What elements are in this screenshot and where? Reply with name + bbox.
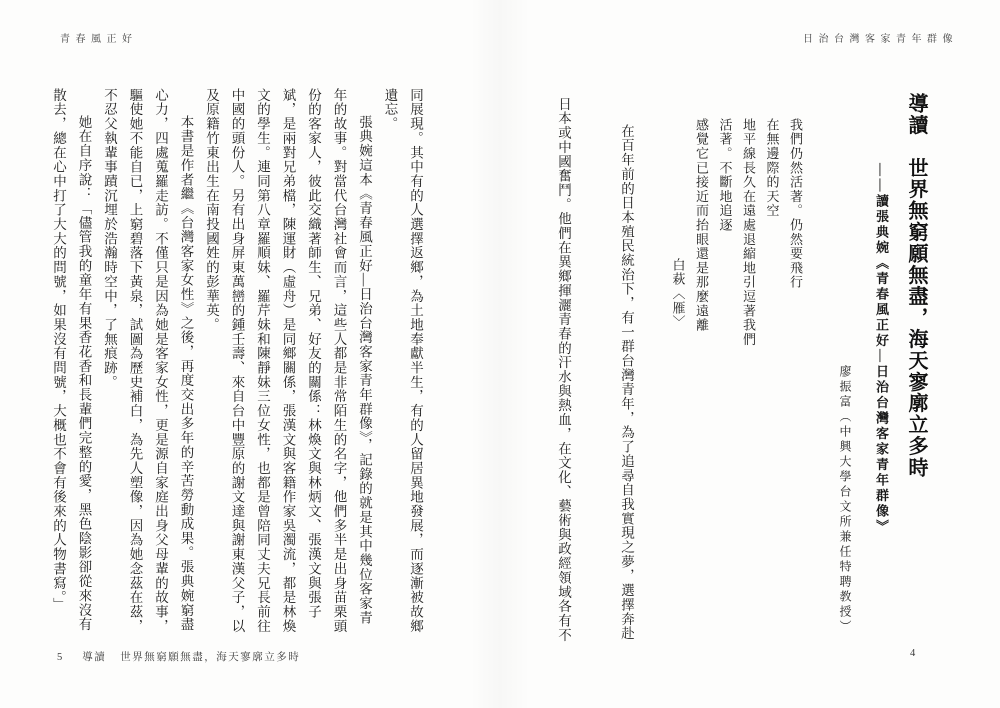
poem-line: 在無邊際的天空 [764, 118, 780, 219]
body-paragraph: 同展現。其中有的人選擇返鄉，為土地奉獻半生，有的人留居異地發展，而逐漸被故鄉遺忘。 [382, 88, 423, 634]
body-paragraph: 張典婉這本《青春風正好—日治台灣客家青年群像》，記錄的就是其中幾位客家青年的故事。對當代台灣社會而言，這些人都是非常陌生的名字，他們多半是出身苗栗頭份的客家人，彼此交織著師生、兄弟、好友的關係：林煥文與林炳文、張漢文與張子斌，是兩對兄弟檔，陳運財（虛舟）是同鄉關係，張漢文與客籍作家吳濁流，都是林煥文的學生。連同第八章羅順妹、羅芹妹和陳靜妹三位女性，也都是曾陪同丈夫兄長前往中國的頭份人。另有出身屏東萬巒的鍾壬壽、來自台中豐原的謝文達與謝東漢父子，以及原籍竹東出生在南投國姓的彭華英。 [204, 88, 372, 634]
poem-attribution: 白萩〈雁〉 [670, 258, 686, 330]
body-paragraph: 在百年前的日本殖民統治下，有一群台灣青年，為了追尋自我實現之夢，選擇奔赴日本或中國奮鬥。他們在異鄉揮灑青春的汗水與熱血，在文化、藝術與政經領域各有不 [556, 97, 634, 643]
poem-line: 感覺它已接近而抬眼還是那麼遠離 [694, 118, 709, 333]
body-text-left [46, 88, 429, 635]
epigraph-poem [666, 118, 807, 538]
poem-line: 地平線長久在遠處退縮地引逗著我們 [741, 118, 756, 347]
page-number-right: 4 [910, 648, 916, 659]
chapter-subtitle: ——讀張典婉《青春風正好—日治台灣客家青年群像》 [874, 163, 889, 535]
poem-line: 活著。不斷地追逐 [717, 118, 733, 233]
footer-chapter-title: 世界無窮願無盡，海天寥廓立多時 [120, 652, 301, 663]
page-gutter-shadow [470, 0, 530, 708]
running-head-left: 青春風正好 [60, 34, 138, 45]
poem-line: 我們仍然活著。仍然要飛行 [788, 118, 803, 290]
body-text-right [532, 97, 658, 644]
running-head-right: 日治台灣客家青年群像 [803, 34, 958, 45]
body-paragraph: 她在自序說：「儘管我的童年有果香花香和長輩們完整的愛，黑色陰影卻從來沒有散去，總在心中打了大大的問號，如果沒有問號，大概也不會有後來的人物書寫。」 [51, 88, 92, 632]
body-paragraph: 本書是作者繼《台灣客家女性》之後，再度交出多年的辛苦勞動成果。張典婉窮盡心力，四處蒐羅走訪。不僅只是因為她是客家女性，更是源自家庭出身父母輩的故事，驅使她不能自已，上窮碧落下黃泉，試圖為歷史補白，為先人塑像，因為她念茲在茲，不忍父執輩事蹟沉埋於浩瀚時空中，了無痕跡。 [102, 88, 194, 634]
chapter-title: 導讀 世界無窮願無盡，海天寥廓立多時 [905, 93, 927, 479]
footer-section-label: 導讀 [82, 652, 107, 663]
author-byline: 廖振富（中興大學台文所兼任特聘教授） [838, 365, 852, 635]
page-number-left: 5 [57, 652, 63, 663]
footer-left [57, 649, 300, 664]
